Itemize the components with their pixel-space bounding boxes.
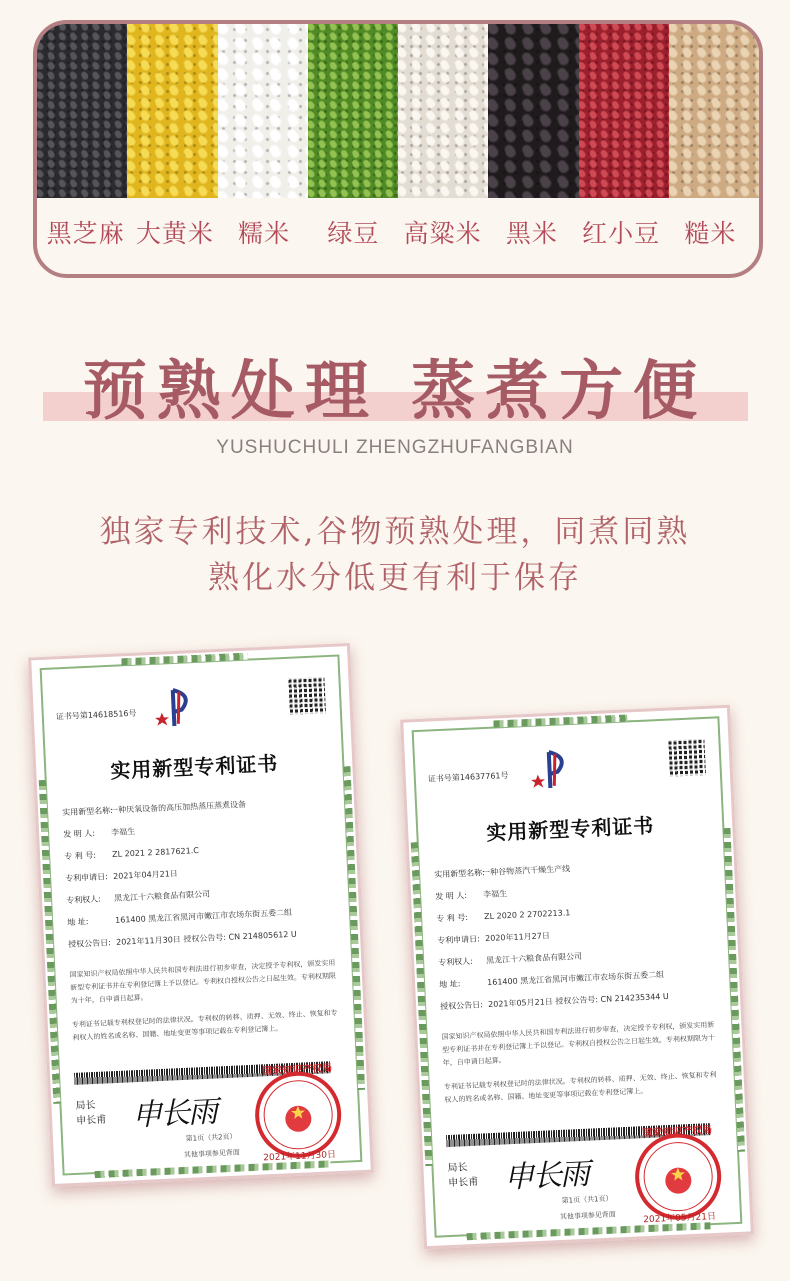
certificate-title: 实用新型专利证书: [109, 751, 279, 783]
field-label: 专利权人:: [438, 956, 474, 968]
field-label: 地 址:: [439, 979, 461, 990]
grain-swatch: [398, 24, 488, 198]
qr-code-icon: [288, 677, 326, 715]
grain-texture: [669, 24, 759, 198]
field-value: 黑龙江十六粮食品有限公司: [113, 889, 211, 903]
certificate-title: 实用新型专利证书: [485, 813, 655, 845]
field-label: 授权公告日:: [67, 938, 112, 950]
grain-label: 高粱米: [403, 219, 482, 248]
patent-office-emblem-icon: [151, 683, 201, 733]
field-value: 2021年11月30日 授权公告号: CN 214805612 U: [115, 929, 298, 947]
grain-swatch-row: [37, 24, 759, 198]
grain-label: 黑芝麻: [46, 219, 125, 248]
grain-texture: [579, 24, 669, 198]
title-pinyin: YUSHUCHULI ZHENGZHUFANGBIAN: [216, 437, 574, 458]
field-label: 专利权人:: [66, 894, 102, 906]
description-line-1: 独家专利技术,谷物预熟处理，同煮同熟: [99, 514, 691, 550]
seal-text: 国家知识产权局: [641, 1125, 713, 1140]
issue-date: 2021年05月21日: [643, 1211, 717, 1226]
field-label: 专 利 号:: [436, 912, 469, 924]
signer-title: [447, 1160, 478, 1191]
patent-certificate-2: [400, 705, 754, 1249]
field-value: 2021年05月21日 授权公告号: CN 214235344 U: [487, 991, 670, 1010]
grain-swatch: [669, 24, 759, 198]
patent-office-emblem-icon: [527, 745, 577, 795]
grain-label: 糙米: [684, 219, 737, 248]
page-number: 第1页（共1页）: [561, 1194, 613, 1205]
footer-note: 其他事项参见背面: [559, 1210, 616, 1222]
field-value: 2021年04月21日: [112, 869, 179, 881]
signer-title-line: 申长甫: [447, 1176, 479, 1190]
grain-texture: [218, 24, 308, 198]
grain-label: 红小豆: [582, 219, 661, 248]
field-label: 实用新型名称:: [62, 805, 114, 818]
seal-text: 国家知识产权局: [261, 1063, 333, 1078]
grain-swatch: [218, 24, 308, 198]
certificate-number: 证书号第14618516号: [55, 708, 137, 722]
signature: 申长雨: [503, 1156, 589, 1196]
certificate-paragraph: 国家知识产权局依照中华人民共和国专利法进行初步审查，决定授予专利权，颁发实用新型专利证书并在专利登记簿上予以登记。专利权自授权公告之日起生效。专利权期限为十年，自申请日起算。: [69, 958, 337, 1005]
field-value: 2020年11月27日: [484, 931, 551, 944]
field-value: 一种厌氧设备的高压加热蒸压蒸煮设备: [109, 799, 247, 816]
grain-panel: [33, 20, 763, 278]
grain-swatch: [127, 24, 217, 198]
field-value: 161400 黑龙江省黑河市嫩江市农场东街五委二组: [114, 907, 293, 925]
certificate-paragraph: 专利证书记载专利权登记时的法律状况。专利权的转移、质押、无效、终止、恢复和专利权人的姓名或名称、国籍、地址变更等事项记载在专利登记簿上。: [71, 1008, 338, 1042]
grain-swatch: [37, 24, 127, 198]
grain-texture: [488, 24, 578, 198]
field-label: 专利申请日:: [437, 934, 481, 946]
field-value: 一种谷物蒸汽干燥生产线: [481, 864, 571, 878]
page-number: 第1页（共2页）: [185, 1132, 237, 1143]
field-value: ZL 2021 2 2817621.C: [111, 846, 200, 859]
footer-note: 其他事项参见背面: [183, 1148, 240, 1160]
grain-label: 绿豆: [327, 219, 380, 248]
field-label: 专利申请日:: [65, 872, 109, 884]
field-value: ZL 2020 2 2702213.1: [483, 908, 571, 922]
field-label: 发 明 人:: [435, 890, 468, 902]
signer-title-line: 局长: [447, 1162, 468, 1175]
patent-certificate-1: [28, 643, 374, 1187]
grain-texture: [37, 24, 127, 198]
page-title: 预熟处理 蒸煮方便: [82, 354, 708, 429]
field-value: 黑龙江十六粮食品有限公司: [485, 951, 583, 966]
field-label: 授权公告日:: [440, 1000, 484, 1012]
grain-texture: [308, 24, 398, 198]
grain-label: 黑米: [505, 219, 558, 248]
field-label: 专 利 号:: [64, 850, 97, 862]
certificate-paragraph: 专利证书记载专利权登记时的法律状况。专利权的转移、质押、无效、终止、恢复和专利权人的姓名或名称、国籍、地址变更等事项记载在专利登记簿上。: [443, 1070, 717, 1105]
qr-code-icon: [668, 739, 706, 777]
grain-swatch: [488, 24, 578, 198]
signer-title: [75, 1098, 106, 1129]
field-label: 实用新型名称:: [434, 868, 486, 880]
signer-title-line: 局长: [75, 1099, 96, 1112]
field-value: 李福生: [482, 889, 508, 900]
grain-swatch: [308, 24, 398, 198]
signer-title-line: 申长甫: [75, 1114, 107, 1127]
issue-date: 2021年11月30日: [263, 1150, 337, 1164]
certificate-paragraph: 国家知识产权局依照中华人民共和国专利法进行初步审查，决定授予专利权，颁发实用新型专利证书并在专利登记簿上予以登记。专利权自授权公告之日起生效。专利权期限为十年，自申请日起算。: [441, 1020, 716, 1068]
certificate-number: 证书号第14637761号: [427, 770, 509, 784]
grain-label: 大黄米: [135, 219, 214, 248]
grain-texture: [127, 24, 217, 198]
field-value: 李福生: [110, 826, 136, 837]
field-value: 161400 黑龙江省黑河市嫩江市农场东街五委二组: [486, 970, 665, 988]
grain-label: 糯米: [238, 219, 291, 248]
field-label: 地 址:: [67, 917, 89, 928]
grain-texture: [398, 24, 488, 198]
field-label: 发 明 人:: [63, 828, 96, 840]
description-line-2: 熟化水分低更有利于保存: [208, 560, 582, 596]
signature: 申长雨: [131, 1094, 217, 1134]
grain-label-row: [37, 214, 759, 250]
grain-swatch: [579, 24, 669, 198]
